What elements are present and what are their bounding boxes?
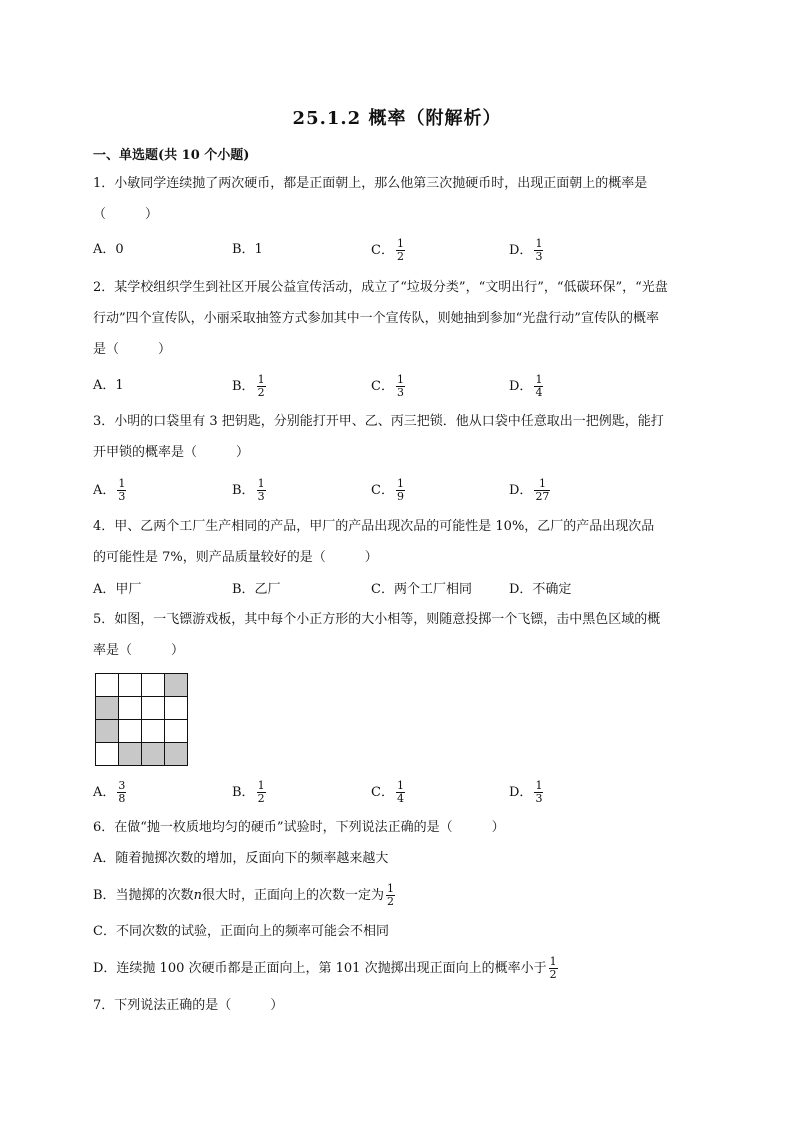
q3-stem-line-2: 开甲锁的概率是（ ） <box>93 445 250 460</box>
fraction: $\frac{1}{27}$ <box>535 477 550 503</box>
grid-cell <box>142 720 165 743</box>
grid-cell <box>119 697 142 720</box>
q3-option-b: B． $\frac{1}{3}$ <box>232 477 265 503</box>
fraction: $\frac{1}{2}$ <box>386 882 394 908</box>
fraction: $\frac{1}{3}$ <box>535 779 543 805</box>
page-title: 25.1.2 概率（附解析） <box>292 108 502 129</box>
q2-option-d: D． $\frac{1}{4}$ <box>509 373 543 399</box>
fraction: $\frac{1}{9}$ <box>396 477 404 503</box>
q1-option-a: A．0 <box>93 242 124 257</box>
q1-stem-line-1: 1．小敏同学连续抛了两次硬币，都是正面朝上，那么他第三次抛硬币时，出现正面朝上的概率是 <box>93 176 648 191</box>
fraction: $\frac{1}{4}$ <box>396 779 404 805</box>
q1-option-d: D． $\frac{1}{3}$ <box>509 237 543 263</box>
q4-stem-line-2: 的可能性是 7%，则产品质量较好的是（ ） <box>93 550 378 565</box>
q4-option-c: C．两个工厂相同 <box>371 582 472 597</box>
grid-cell <box>119 720 142 743</box>
q5-stem-line-1: 5．如图，一飞镖游戏板，其中每个小正方形的大小相等，则随意投掷一个飞镖，击中黑色区域的概 <box>93 612 661 627</box>
q6-option-b: B．当抛掷的次数n很大时，正面向上的次数一定为 $\frac{1}{2}$ <box>93 882 394 908</box>
fraction: $\frac{1}{2}$ <box>396 237 404 263</box>
q2-option-b: B． $\frac{1}{2}$ <box>232 373 265 399</box>
fraction: $\frac{1}{2}$ <box>549 955 557 981</box>
q5-option-d: D． $\frac{1}{3}$ <box>509 779 543 805</box>
fraction: $\frac{1}{3}$ <box>257 477 265 503</box>
q3-option-d: D． $\frac{1}{27}$ <box>509 477 550 503</box>
grid-cell-shaded <box>142 743 165 766</box>
grid-cell-shaded <box>96 697 119 720</box>
q2-option-a: A．1 <box>93 378 124 393</box>
grid-cell <box>142 674 165 697</box>
grid-cell <box>96 674 119 697</box>
fraction: $\frac{1}{3}$ <box>396 373 404 399</box>
q2-stem-line-3: 是（ ） <box>93 342 172 357</box>
q4-option-b: B．乙厂 <box>232 582 281 597</box>
q5-option-a: A． $\frac{3}{8}$ <box>93 779 126 805</box>
q5-stem-line-2: 率是（ ） <box>93 643 185 658</box>
grid-cell-shaded <box>96 720 119 743</box>
fraction: $\frac{3}{8}$ <box>118 779 126 805</box>
q1-option-c: C． $\frac{1}{2}$ <box>371 237 404 263</box>
grid-cell <box>96 743 119 766</box>
q3-option-a: A． $\frac{1}{3}$ <box>93 477 126 503</box>
q1-option-b: B．1 <box>232 242 263 257</box>
dartboard-grid <box>95 673 188 766</box>
q3-stem-line-1: 3．小明的口袋里有 3 把钥匙，分别能打开甲、乙、丙三把锁．他从口袋中任意取出一把例匙，能打 <box>93 414 664 429</box>
q2-stem-line-2: 行动”四个宣传队，小丽采取抽签方式参加其中一个宣传队，则她抽到参加“光盘行动”宣传队的概率 <box>93 311 659 326</box>
fraction: $\frac{1}{4}$ <box>535 373 543 399</box>
q2-option-c: C． $\frac{1}{3}$ <box>371 373 404 399</box>
q3-option-c: C． $\frac{1}{9}$ <box>371 477 404 503</box>
grid-cell <box>142 697 165 720</box>
q4-option-a: A．甲厂 <box>93 582 142 597</box>
q6-option-d: D．连续抛 100 次硬币都是正面向上，第 101 次抛掷出现正面向上的概率小于 $\frac{1}{2}$ <box>93 955 557 981</box>
grid-cell-shaded <box>165 743 188 766</box>
fraction: $\frac{1}{2}$ <box>257 779 265 805</box>
grid-cell <box>165 720 188 743</box>
q2-stem-line-1: 2．某学校组织学生到社区开展公益宣传活动，成立了“垃圾分类”，“文明出行”，“低碳环保”，“光盘 <box>93 280 668 295</box>
q1-stem-line-2: （ ） <box>93 207 159 222</box>
q5-option-b: B． $\frac{1}{2}$ <box>232 779 265 805</box>
fraction: $\frac{1}{2}$ <box>257 373 265 399</box>
q7-stem: 7．下列说法正确的是（ ） <box>93 998 284 1013</box>
section-heading: 一、单选题(共 10 个小题) <box>93 148 250 163</box>
grid-cell-shaded <box>119 743 142 766</box>
grid-cell <box>119 674 142 697</box>
q4-option-d: D．不确定 <box>509 582 572 597</box>
q6-option-a: A．随着抛掷次数的增加，反面向下的频率越来越大 <box>93 851 389 866</box>
fraction: $\frac{1}{3}$ <box>535 237 543 263</box>
grid-cell-shaded <box>165 674 188 697</box>
q5-option-c: C． $\frac{1}{4}$ <box>371 779 404 805</box>
fraction: $\frac{1}{3}$ <box>118 477 126 503</box>
q6-option-c: C．不同次数的试验，正面向上的频率可能会不相同 <box>93 924 389 939</box>
q4-stem-line-1: 4．甲、乙两个工厂生产相同的产品，甲厂的产品出现次品的可能性是 10%，乙厂的产品出现次品 <box>93 519 655 534</box>
grid-cell <box>165 697 188 720</box>
q6-stem: 6．在做“抛一枚质地均匀的硬币”试验时，下列说法正确的是（ ） <box>93 820 505 835</box>
